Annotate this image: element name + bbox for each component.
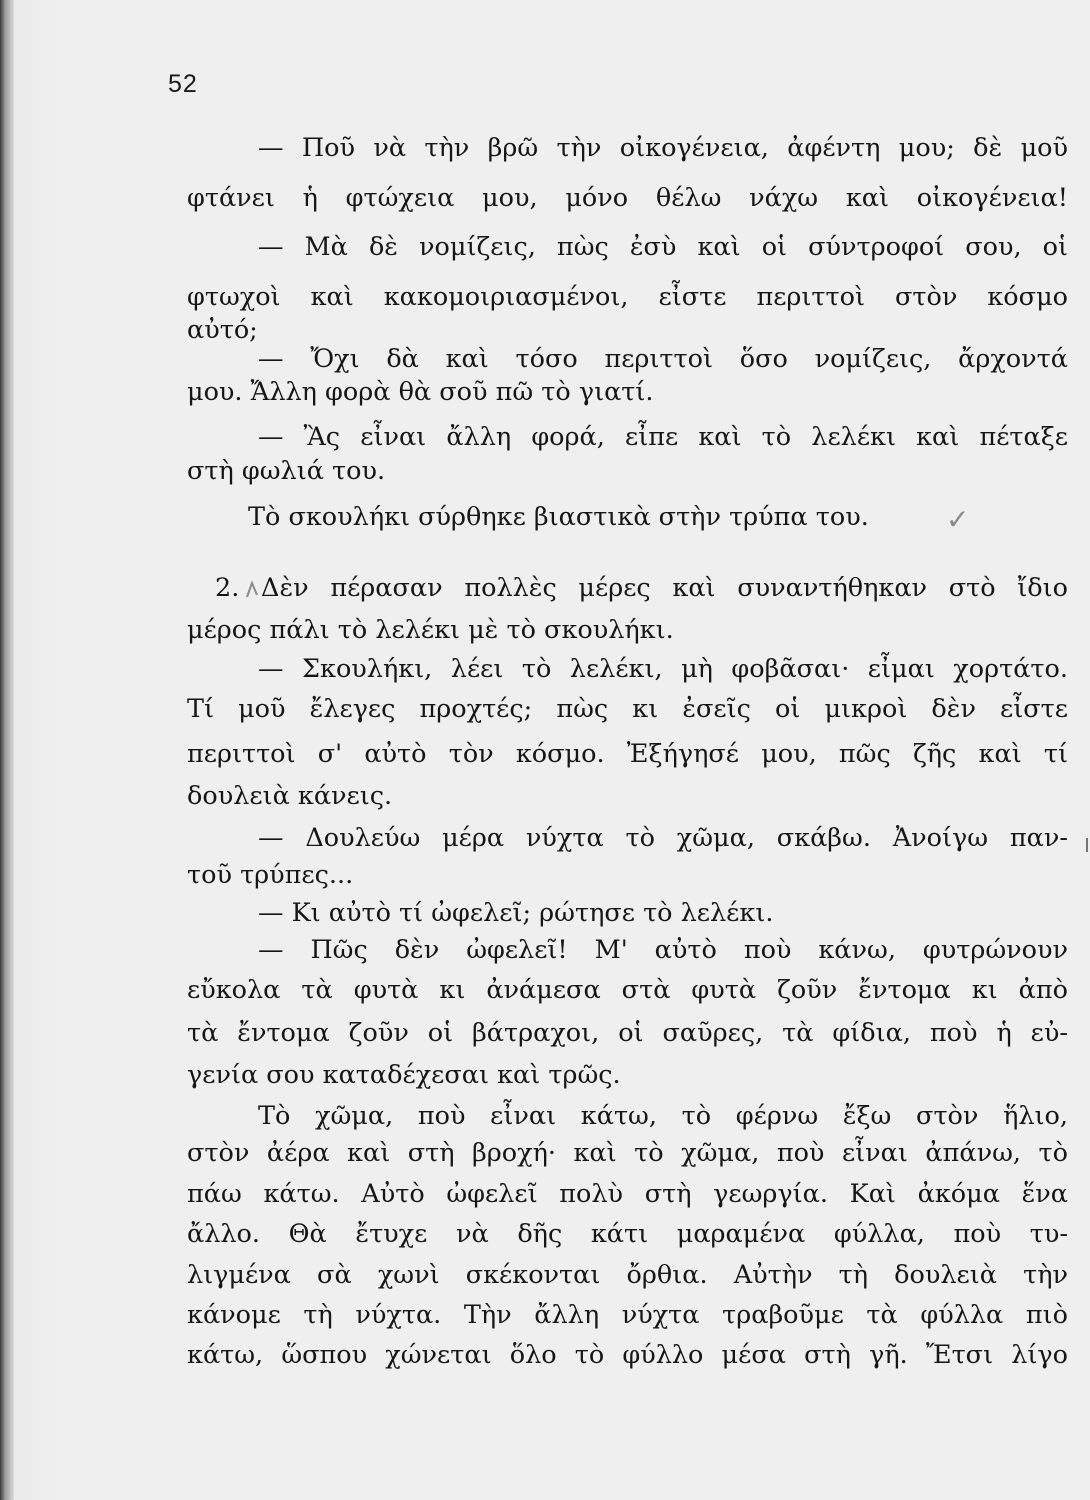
text-line: τοῦ τρύπες... (187, 860, 354, 890)
text-line: πάω κάτω. Αὐτὸ ὠφελεῖ πολὺ στὴ γεωργία. Καὶ ἀκόμα ἕνα (187, 1179, 1068, 1209)
text-line: — Ἂς εἶναι ἄλλη φορά, εἶπε καὶ τὸ λελέκι καὶ πέταξε (258, 422, 1068, 452)
text-line: ἄλλο. Θὰ ἔτυχε νὰ δῆς κάτι μαραμένα φύλλα, ποὺ τυ- (187, 1219, 1068, 1249)
text-line: — Μὰ δὲ νομίζεις, πὼς ἐσὺ καὶ οἱ σύντροφοί σου, οἱ (258, 232, 1068, 262)
text-line: φτάνει ἡ φτώχεια μου, μόνο θέλω νάχω καὶ οἰκογένεια! (187, 183, 1068, 213)
text-line: στὴ φωλιά του. (187, 456, 386, 486)
text-line: στὸν ἀέρα καὶ στὴ βροχή· καὶ τὸ χῶμα, ποὺ εἶναι ἀπάνω, τὸ (187, 1138, 1068, 1168)
text-line: — Ὄχι δὰ καὶ τόσο περιττοὶ ὅσο νομίζεις, ἄρχοντά (258, 344, 1068, 374)
text-line: — Σκουλήκι, λέει τὸ λελέκι, μὴ φοβᾶσαι· εἶμαι χορτάτο. (258, 654, 1068, 684)
text-line: Τὸ χῶμα, ποὺ εἶναι κάτω, τὸ φέρνω ἔξω στὸν ἥλιο, (258, 1101, 1068, 1131)
text-line: δουλειὰ κάνεις. (187, 781, 393, 811)
text-line: εὔκολα τὰ φυτὰ κι ἀνάμεσα στὰ φυτὰ ζοῦν ἔντομα κι ἀπὸ (187, 975, 1068, 1005)
text-line: Τί μοῦ ἔλεγες προχτές; πὼς κι ἐσεῖς οἱ μικροὶ δὲν εἶστε (187, 694, 1068, 724)
text-line: γενία σου καταδέχεσαι καὶ τρῶς. (187, 1060, 621, 1090)
text-line: Τὸ σκουλήκι σύρθηκε βιαστικὰ στὴν τρύπα του. (248, 502, 869, 532)
text-line: κάνομε τὴ νύχτα. Τὴν ἄλλη νύχτα τραβοῦμε τὰ φύλλα πιὸ (187, 1300, 1068, 1330)
text-line: τὰ ἔντομα ζοῦν οἱ βάτραχοι, οἱ σαῦρες, τὰ φίδια, ποὺ ἡ εὐ- (187, 1018, 1068, 1048)
text-line: μου. Ἄλλη φορὰ θὰ σοῦ πῶ τὸ γιατί. (187, 377, 654, 407)
text-line: αὐτό; (187, 315, 258, 345)
text-line: φτωχοὶ καὶ κακομοιριασμένοι, εἶστε περιττοὶ στὸν κόσμο (187, 282, 1068, 312)
page-number: 52 (168, 70, 198, 98)
text-line: — Ποῦ νὰ τὴν βρῶ τὴν οἰκογένεια, ἀφέντη μου; δὲ μοῦ (258, 133, 1068, 163)
text-line: μέρος πάλι τὸ λελέκι μὲ τὸ σκουλήκι. (187, 615, 674, 645)
margin-mark (1086, 838, 1088, 852)
text-line: — Κι αὐτὸ τί ὠφελεῖ; ρώτησε τὸ λελέκι. (258, 898, 774, 928)
text-line: λιγμένα σὰ χωνὶ σκέκονται ὄρθια. Αὐτὴν τὴ δουλειὰ τὴν (187, 1260, 1068, 1290)
text-line: περιττοὶ σ' αὐτὸ τὸν κόσμο. Ἐξήγησέ μου, πῶς ζῆς καὶ τί (187, 739, 1068, 769)
pencil-check-mark: ✓ (946, 503, 970, 536)
book-spine-shadow (0, 0, 14, 1500)
text-line: — Δουλεύω μέρα νύχτα τὸ χῶμα, σκάβω. Ἀνοίγω παν- (258, 823, 1068, 853)
text-line: κάτω, ὥσπου χώνεται ὅλο τὸ φύλλο μέσα στὴ γῆ. Ἔτσι λίγο (187, 1340, 1068, 1370)
text-line: 2. Δὲν πέρασαν πολλὲς μέρες καὶ συναντήθηκαν στὸ ἴδιο (215, 573, 1068, 603)
text-line: — Πῶς δὲν ὠφελεῖ! Μ' αὐτὸ ποὺ κάνω, φυτρώνουν (258, 935, 1068, 965)
pencil-mark-icon (244, 575, 260, 605)
